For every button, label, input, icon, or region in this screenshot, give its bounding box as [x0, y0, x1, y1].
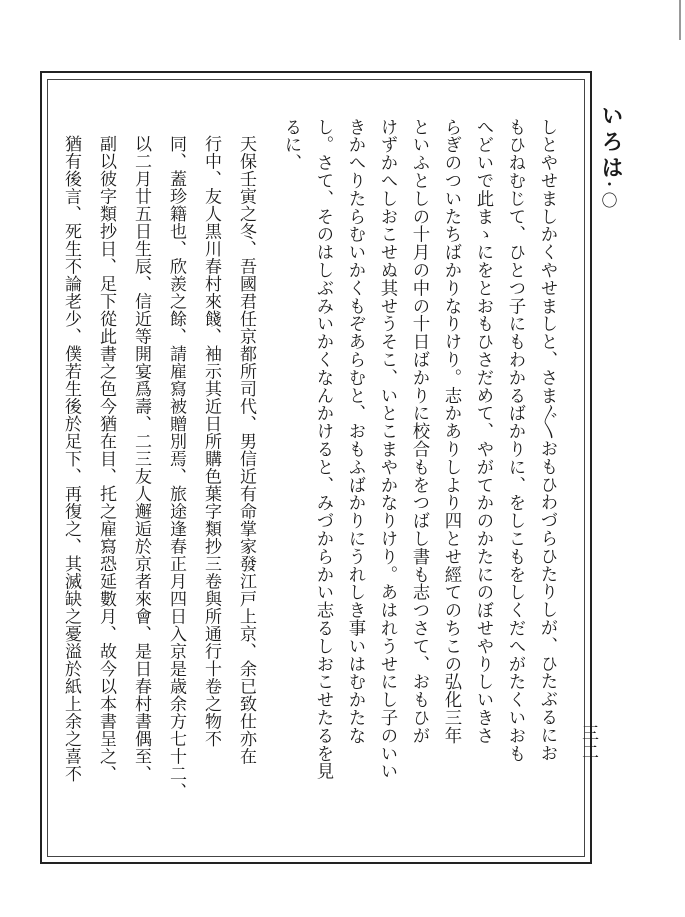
poem-line: けずかへしおこせぬ其せうそこ、いとこまやかなりけり。あはれうせにし子のいい [377, 118, 397, 781]
prose-line: 天保壬寅之冬、吾國君任京都所司代、男信近有命掌家發江戸上京、余已致仕亦在 [236, 135, 256, 765]
prose-line: 猶有後言、死生不論老少、僕若生後於足下、再復之、其滅缺之憂溢於紙上余之喜不 [61, 135, 81, 783]
poem-line: へどいで此まゝにをとおもひさだめて、やがてかのかたにのぼせやりしいきさ [473, 118, 493, 745]
prose-line: 副以彼字類抄日、足下從此書之色今猶在目、托之雇寫恐延數月、故今以本書呈之、 [96, 135, 116, 783]
running-subtitle: ・〇 [599, 176, 618, 208]
poem-line: もひねむじて、ひとつ子にもわかるばかりに、をしこもをしくだへがたくいおも [505, 118, 525, 763]
prose-line: 行中、友人黒川春村來餞、袖示其近日所購色葉字類抄三卷與所通行十卷之物不 [201, 135, 221, 748]
prose-line: 以二月廿五日生辰、信近等開宴爲壽、二三友人邂逅於京者來會、是日春村書偶至、 [131, 135, 151, 783]
prose-line: 同、蓋珍籍也、欣羨之餘、請雇寫被贈別焉、旅途逢春正月四日入京是歳余方七十二、 [166, 135, 186, 800]
poem-line: し。さて、そのはしぶみいかくなんかけると、みづからかい志るしおこせたるを見 [313, 118, 333, 781]
poem-line: といふとしの十月の中の十日ばかりに校合もをつばし書も志つさて、おもひが [409, 118, 429, 745]
poem-line: しとやせましかくやせましと、さま〴〵おもひわづらひたりしが、ひたぶるにお [537, 118, 557, 762]
poem-line: きかへりたらむいかくもぞあらむと、おもふばかりにうれしき事いはむかたな [345, 118, 365, 745]
poem-line: るに、 [281, 118, 301, 172]
scan-edge-mark [679, 0, 681, 40]
poem-line: らぎのついたちばかりなりけり。志かありしより四とせ經てのちこの弘化三年 [441, 118, 461, 745]
page-number: 三二 [578, 724, 598, 762]
running-title: いろは [598, 104, 624, 182]
